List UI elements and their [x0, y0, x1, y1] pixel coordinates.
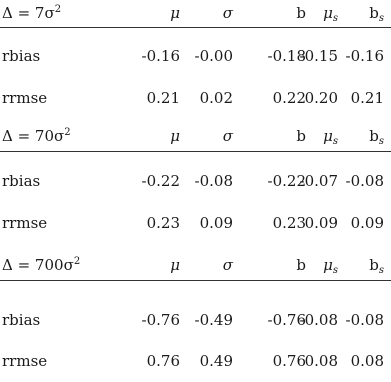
header-mu-s: $\mu_s$: [323, 127, 338, 147]
header-b: b: [296, 256, 306, 274]
block-3-label: $\Delta = 700\sigma^2$: [2, 256, 81, 274]
table-row: [0, 350, 391, 372]
block-3-header: [0, 254, 391, 276]
block-2-rule: [0, 151, 391, 152]
header-mu-s: $\mu_s$: [323, 256, 338, 276]
cell: -0.08: [194, 172, 233, 190]
header-sigma: σ: [222, 256, 233, 274]
cell: -0.16: [345, 47, 384, 65]
header-sigma: σ: [222, 127, 233, 145]
block-1-rule: [0, 27, 391, 28]
cell: 0.21: [146, 89, 180, 107]
block-1-label: $\Delta = 7\sigma^2$: [2, 4, 62, 22]
table-row: [0, 212, 391, 234]
cell: -0.08: [345, 172, 384, 190]
block-2-header: [0, 125, 391, 147]
cell: 0.08: [350, 352, 384, 370]
cell: -0.76: [267, 311, 306, 329]
header-b-s: $b_s$: [369, 4, 384, 24]
row-label: rrmse: [2, 214, 48, 232]
row-label: rbias: [2, 311, 41, 329]
row-label: rbias: [2, 47, 41, 65]
block-1-header-sub: [0, 2, 391, 24]
cell: 0.23: [272, 214, 306, 232]
cell: 0.76: [146, 352, 180, 370]
cell: -0.08: [299, 311, 338, 329]
cell: -0.18: [267, 47, 306, 65]
cell: 0.76: [272, 352, 306, 370]
table-row: [0, 170, 391, 192]
cell: -0.22: [267, 172, 306, 190]
cell: -0.22: [141, 172, 180, 190]
header-b-s: $b_s$: [369, 127, 384, 147]
row-label: rrmse: [2, 89, 48, 107]
cell: -0.76: [141, 311, 180, 329]
header-mu-s: $\mu_s$: [323, 4, 338, 24]
header-sigma: σ: [222, 4, 233, 22]
cell: -0.07: [299, 172, 338, 190]
cell: 0.02: [199, 89, 233, 107]
cell: -0.16: [141, 47, 180, 65]
header-mu: μ: [170, 127, 180, 145]
cell: -0.15: [299, 47, 338, 65]
block-2-label: $\Delta = 70\sigma^2$: [2, 127, 71, 145]
cell: 0.09: [199, 214, 233, 232]
cell: 0.22: [272, 89, 306, 107]
cell: 0.20: [304, 89, 338, 107]
cell: 0.08: [304, 352, 338, 370]
header-b-s: $b_s$: [369, 256, 384, 276]
header-mu: μ: [170, 4, 180, 22]
header-b: b: [296, 4, 306, 22]
cell: 0.21: [350, 89, 384, 107]
cell: 0.09: [350, 214, 384, 232]
cell: -0.49: [194, 311, 233, 329]
row-label: rbias: [2, 172, 41, 190]
cell: -0.08: [345, 311, 384, 329]
cell: 0.09: [304, 214, 338, 232]
header-b: b: [296, 127, 306, 145]
table-row: [0, 45, 391, 67]
header-mu: μ: [170, 256, 180, 274]
block-3-rule: [0, 280, 391, 281]
cell: 0.49: [199, 352, 233, 370]
table-row: [0, 309, 391, 331]
row-label: rrmse: [2, 352, 48, 370]
table-row: [0, 87, 391, 109]
cell: 0.23: [146, 214, 180, 232]
cell: -0.00: [194, 47, 233, 65]
